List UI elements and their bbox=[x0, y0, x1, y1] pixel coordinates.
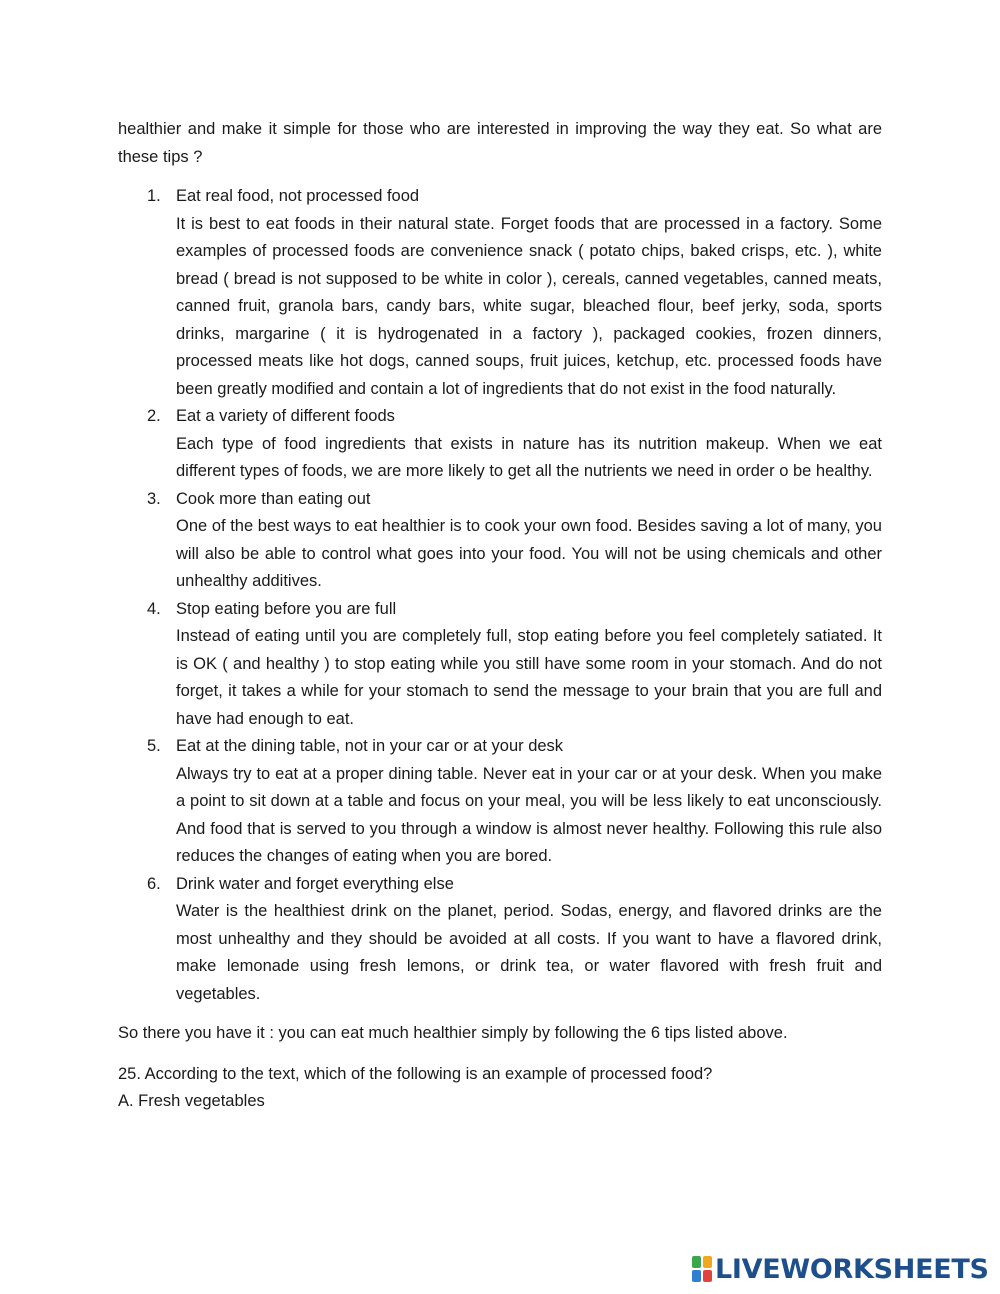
tip-title: Eat at the dining table, not in your car or at your desk bbox=[176, 737, 564, 755]
list-item bbox=[118, 871, 882, 1009]
tip-body: It is best to eat foods in their natural state. Forget foods that are processed in a factory. Some examples of processed foods are convenience snack ( potato chips, baked crisps, etc. ), white bread ( bread is not supposed to be white in color ), cereals, canned vegetables, canned meats, canned fruit, granola bars, candy bars, white sugar, bleached flour, beef jerky, soda, sports drinks, margarine ( it is hydrogenated in a factory ), packaged cookies, frozen dinners, processed meats like hot dogs, canned soups, fruit juices, ketchup, etc. processed foods have been greatly modified and contain a lot of ingredients that do not exist in the food naturally. bbox=[176, 214, 882, 398]
tip-body: Water is the healthiest drink on the planet, period. Sodas, energy, and flavored drinks are the most unhealthy and they should be avoided at all costs. If you want to have a flavored drink, make lemonade using fresh lemons, or drink tea, or water flavored with fresh fruit and vegetables. bbox=[176, 902, 882, 1003]
tip-title: Stop eating before you are full bbox=[176, 599, 397, 618]
tip-number: 4. bbox=[147, 599, 161, 618]
list-item bbox=[118, 733, 882, 871]
document-body bbox=[118, 116, 882, 1116]
logo-text: LIVEWORKSHEETS bbox=[715, 1253, 989, 1285]
tip-number: 3. bbox=[147, 489, 161, 508]
list-item bbox=[118, 486, 882, 596]
logo-square-red bbox=[703, 1270, 712, 1282]
tip-body: One of the best ways to eat healthier is to cook your own food. Besides saving a lot of many, you will also be able to control what goes into your food. You will not be using chemicals and other unhealthy additives. bbox=[176, 517, 882, 590]
question-text: 25. According to the text, which of the following is an example of processed food? bbox=[118, 1064, 713, 1083]
logo-square-green bbox=[692, 1256, 701, 1268]
tip-number: 1. bbox=[147, 187, 161, 205]
tip-body: Always try to eat at a proper dining table. Never eat in your car or at your desk. When you make a point to sit down at a table and focus on your meal, you will be less likely to eat unconsciously. And food that is served to you through a window is almost never healthy. Following this rule also reduces the changes of eating when you are bored. bbox=[176, 764, 882, 865]
liveworksheets-logo bbox=[692, 1252, 988, 1286]
tip-title: Eat a variety of different foods bbox=[176, 407, 395, 425]
tip-body: Instead of eating until you are completely full, stop eating before you feel completely satiated. It is OK ( and healthy ) to stop eating while you still have some room in your stomach. And do not forget, it takes a while for your stomach to send the message to your brain that you are full and have had enough to eat. bbox=[176, 627, 882, 728]
tip-body: Each type of food ingredients that exists in nature has its nutrition makeup. When we eat different types of foods, we are more likely to get all the nutrients we need in order o be healthy. bbox=[176, 434, 882, 480]
tip-title: Eat real food, not processed food bbox=[176, 187, 420, 205]
list-item bbox=[118, 596, 882, 734]
tip-number: 5. bbox=[147, 737, 161, 755]
intro-paragraph: healthier and make it simple for those who are interested in improving the way they eat. So what are these tips ? bbox=[118, 120, 882, 166]
tip-title: Cook more than eating out bbox=[176, 489, 371, 508]
summary-paragraph: So there you have it : you can eat much healthier simply by following the 6 tips listed above. bbox=[118, 1024, 788, 1042]
tip-number: 6. bbox=[147, 874, 161, 893]
answer-option-a[interactable]: A. Fresh vegetables bbox=[118, 1092, 265, 1110]
list-item bbox=[118, 183, 882, 403]
logo-square-blue bbox=[692, 1270, 701, 1282]
logo-mark-icon bbox=[692, 1256, 712, 1282]
tip-number: 2. bbox=[147, 407, 161, 425]
logo-square-orange bbox=[703, 1256, 712, 1268]
tip-title: Drink water and forget everything else bbox=[176, 874, 454, 893]
list-item bbox=[118, 403, 882, 486]
tips-list bbox=[118, 183, 882, 1008]
